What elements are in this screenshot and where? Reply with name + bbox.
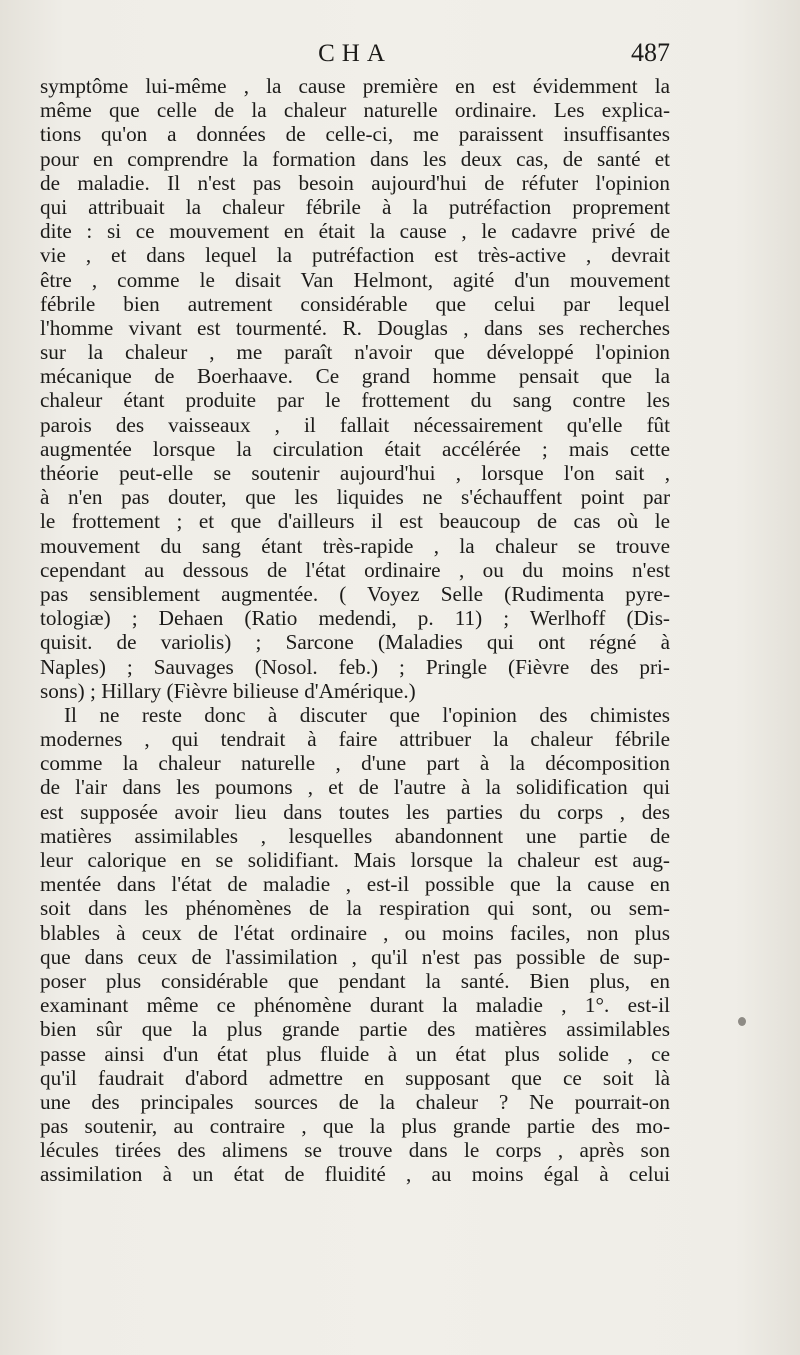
text-line: leur calorique en se solidifiant. Mais lorsque la chaleur est aug-: [40, 848, 670, 872]
page-number: 487: [631, 38, 670, 67]
text-line: tions qu'on a données de celle-ci, me paraissent insuffisantes: [40, 122, 670, 147]
text-line: soit dans les phénomènes de la respiration qui sont, ou sem-: [40, 896, 670, 921]
text-line: même que celle de la chaleur naturelle ordinaire. Les explica-: [40, 98, 670, 123]
text-line: le frottement ; et que d'ailleurs il est beaucoup de cas où le: [40, 509, 670, 534]
text-line: quisit. de variolis) ; Sarcone (Maladies qui ont régné à: [40, 630, 670, 655]
text-line: une des principales sources de la chaleur ? Ne pourrait-on: [40, 1089, 670, 1114]
text-line: lécules tirées des alimens se trouve dans le corps , après son: [40, 1138, 670, 1163]
text-line: Naples) ; Sauvages (Nosol. feb.) ; Pringle (Fièvre des pri-: [40, 654, 670, 679]
text-line: vie , et dans lequel la putréfaction est très-active , devrait: [40, 243, 670, 268]
text-line: assimilation à un état de fluidité , au moins égal à celui: [40, 1162, 670, 1187]
text-line: Il ne reste donc à discuter que l'opinion des chimistes: [64, 702, 670, 727]
text-line: comme la chaleur naturelle , d'une part à la décomposition: [40, 751, 670, 776]
text-line: symptôme lui-même , la cause première en est évidemment la: [40, 74, 670, 98]
text-line: de maladie. Il n'est pas besoin aujourd'hui de réfuter l'opinion: [40, 170, 670, 195]
text-line: tologiæ) ; Dehaen (Ratio medendi, p. 11) ; Werlhoff (Dis-: [40, 606, 670, 631]
text-line: augmentée lorsque la circulation était accélérée ; mais cette: [40, 436, 670, 461]
text-line: fébrile bien autrement considérable que celui par lequel: [40, 291, 670, 316]
text-line: qui attribuait la chaleur fébrile à la putréfaction proprement: [40, 194, 670, 219]
text-line: sons) ; Hillary (Fièvre bilieuse d'Amérique.): [40, 678, 416, 703]
paragraph-2: [40, 703, 670, 1187]
text-line: pas sensiblement augmentée. ( Voyez Selle (Rudimenta pyre-: [40, 581, 670, 606]
text-line: poser plus considérable que pendant la santé. Bien plus, en: [40, 968, 670, 993]
text-line: blables à ceux de l'état ordinaire , ou moins faciles, non plus: [40, 920, 670, 945]
text-line: de l'air dans les poumons , et de l'autre à la solidification qui: [40, 775, 670, 800]
text-line: chaleur étant produite par le frottement du sang contre les: [40, 388, 670, 413]
text-line: matières assimilables , lesquelles abandonnent une partie de: [40, 823, 670, 848]
text-line: est supposée avoir lieu dans toutes les parties du corps , des: [40, 799, 670, 824]
text-line: théorie peut-elle se soutenir aujourd'hui , lorsque l'on sait ,: [40, 461, 670, 485]
text-line: mentée dans l'état de maladie , est-il possible que la cause en: [40, 872, 670, 897]
paper-speck: [738, 1017, 746, 1026]
paragraph-1: [40, 74, 670, 703]
text-line: pour en comprendre la formation dans les deux cas, de santé et: [40, 146, 670, 171]
text-line: à n'en pas douter, que les liquides ne s'échauffent point par: [40, 485, 670, 510]
text-line: mécanique de Boerhaave. Ce grand homme pensait que la: [40, 364, 670, 389]
body-text: [40, 74, 670, 1187]
text-line: l'homme vivant est tourmenté. R. Douglas , dans ses recherches: [40, 315, 670, 340]
text-line: examinant même ce phénomène durant la maladie , 1°. est-il: [40, 993, 670, 1018]
page-header: [40, 38, 670, 72]
text-line: qu'il faudrait d'abord admettre en supposant que ce soit là: [40, 1065, 670, 1090]
text-line: bien sûr que la plus grande partie des matières assimilables: [40, 1017, 670, 1042]
text-line: pas soutenir, au contraire , que la plus grande partie des mo-: [40, 1114, 670, 1139]
text-line: que dans ceux de l'assimilation , qu'il n'est pas possible de sup-: [40, 944, 670, 969]
text-line: passe ainsi d'un état plus fluide à un état plus solide , ce: [40, 1041, 670, 1066]
text-line: dite : si ce mouvement en était la cause , le cadavre privé de: [40, 219, 670, 244]
text-line: parois des vaisseaux , il fallait nécessairement qu'elle fût: [40, 412, 670, 437]
running-head: CHA: [318, 40, 392, 67]
text-line: mouvement du sang étant très-rapide , la chaleur se trouve: [40, 533, 670, 558]
text-line: sur la chaleur , me paraît n'avoir que développé l'opinion: [40, 340, 670, 365]
text-line: modernes , qui tendrait à faire attribuer la chaleur fébrile: [40, 727, 670, 752]
text-line: cependant au dessous de l'état ordinaire , ou du moins n'est: [40, 557, 670, 582]
text-line: être , comme le disait Van Helmont, agité d'un mouvement: [40, 267, 670, 292]
